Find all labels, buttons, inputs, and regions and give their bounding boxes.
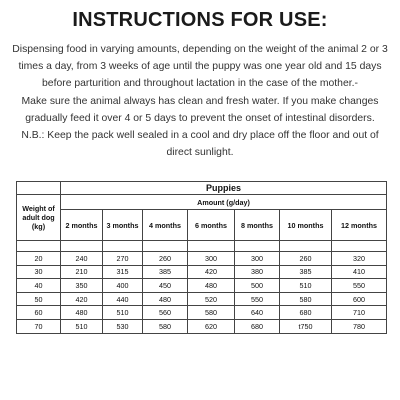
- table-row: [17, 252, 387, 266]
- amount-cell: 520: [188, 292, 235, 306]
- amount-cell: 410: [332, 265, 387, 279]
- weight-cell: 20: [17, 252, 61, 266]
- amount-cell: 580: [143, 319, 188, 333]
- instructions-paragraph: Make sure the animal always has clean and fresh water. If you make changes gradually feed it over 4 or 5 days to prevent the onset of intestinal disorders.: [21, 95, 379, 124]
- amount-cell: 240: [61, 252, 103, 266]
- amount-cell: 620: [188, 319, 235, 333]
- amount-cell: t750: [280, 319, 332, 333]
- weight-cell: 70: [17, 319, 61, 333]
- weight-column-header: Weight of adult dog (kg): [17, 195, 61, 241]
- amount-cell: 530: [103, 319, 143, 333]
- month-header: 2 months: [61, 210, 103, 241]
- amount-cell: 550: [332, 279, 387, 293]
- instructions-paragraph: N.B.: Keep the pack well sealed in a cool and dry place off the floor and out of direct sunlight.: [21, 130, 379, 159]
- amount-cell: 600: [332, 292, 387, 306]
- amount-cell: 510: [61, 319, 103, 333]
- feeding-table: [16, 181, 387, 334]
- amount-cell: 440: [103, 292, 143, 306]
- amount-cell: 480: [188, 279, 235, 293]
- amount-header: Amount (g/day): [61, 195, 387, 210]
- amount-cell: 260: [143, 252, 188, 266]
- amount-cell: 680: [235, 319, 280, 333]
- amount-cell: 560: [143, 306, 188, 320]
- amount-cell: 510: [280, 279, 332, 293]
- weight-cell: 30: [17, 265, 61, 279]
- amount-cell: 450: [143, 279, 188, 293]
- amount-cell: 580: [188, 306, 235, 320]
- month-header: 12 months: [332, 210, 387, 241]
- amount-cell: 420: [188, 265, 235, 279]
- instructions-text: [8, 41, 392, 161]
- amount-cell: 500: [235, 279, 280, 293]
- table-corner: [17, 182, 61, 195]
- amount-cell: 315: [103, 265, 143, 279]
- month-header: 10 months: [280, 210, 332, 241]
- instructions-paragraph: Dispensing food in varying amounts, depending on the weight of the animal 2 or 3 times a day, from 3 weeks of age until the puppy was one year old and 15 days before parturition and throughout lactation in the case of the mother.-: [12, 44, 388, 90]
- month-header: 6 months: [188, 210, 235, 241]
- months-header-row: [17, 210, 387, 241]
- weight-cell: 40: [17, 279, 61, 293]
- amount-cell: 680: [280, 306, 332, 320]
- amount-cell: 320: [332, 252, 387, 266]
- table-row: [17, 292, 387, 306]
- amount-cell: 580: [280, 292, 332, 306]
- weight-cell: 50: [17, 292, 61, 306]
- amount-cell: 710: [332, 306, 387, 320]
- table-row: [17, 319, 387, 333]
- month-header: 3 months: [103, 210, 143, 241]
- amount-cell: 510: [103, 306, 143, 320]
- amount-cell: 480: [61, 306, 103, 320]
- table-row: [17, 265, 387, 279]
- amount-cell: 210: [61, 265, 103, 279]
- amount-cell: 385: [143, 265, 188, 279]
- month-header: 4 months: [143, 210, 188, 241]
- table-row: [17, 306, 387, 320]
- amount-cell: 400: [103, 279, 143, 293]
- month-header: 8 months: [235, 210, 280, 241]
- amount-cell: 420: [61, 292, 103, 306]
- weight-cell: 60: [17, 306, 61, 320]
- amount-cell: 350: [61, 279, 103, 293]
- amount-cell: 480: [143, 292, 188, 306]
- amount-cell: 380: [235, 265, 280, 279]
- table-caption-puppies: Puppies: [61, 182, 387, 195]
- page-title: INSTRUCTIONS FOR USE:: [72, 9, 328, 31]
- amount-cell: 270: [103, 252, 143, 266]
- amount-cell: 260: [280, 252, 332, 266]
- amount-cell: 780: [332, 319, 387, 333]
- amount-cell: 300: [188, 252, 235, 266]
- amount-cell: 385: [280, 265, 332, 279]
- amount-cell: 640: [235, 306, 280, 320]
- amount-cell: 550: [235, 292, 280, 306]
- table-row: [17, 279, 387, 293]
- spacer-row: [17, 241, 387, 252]
- amount-cell: 300: [235, 252, 280, 266]
